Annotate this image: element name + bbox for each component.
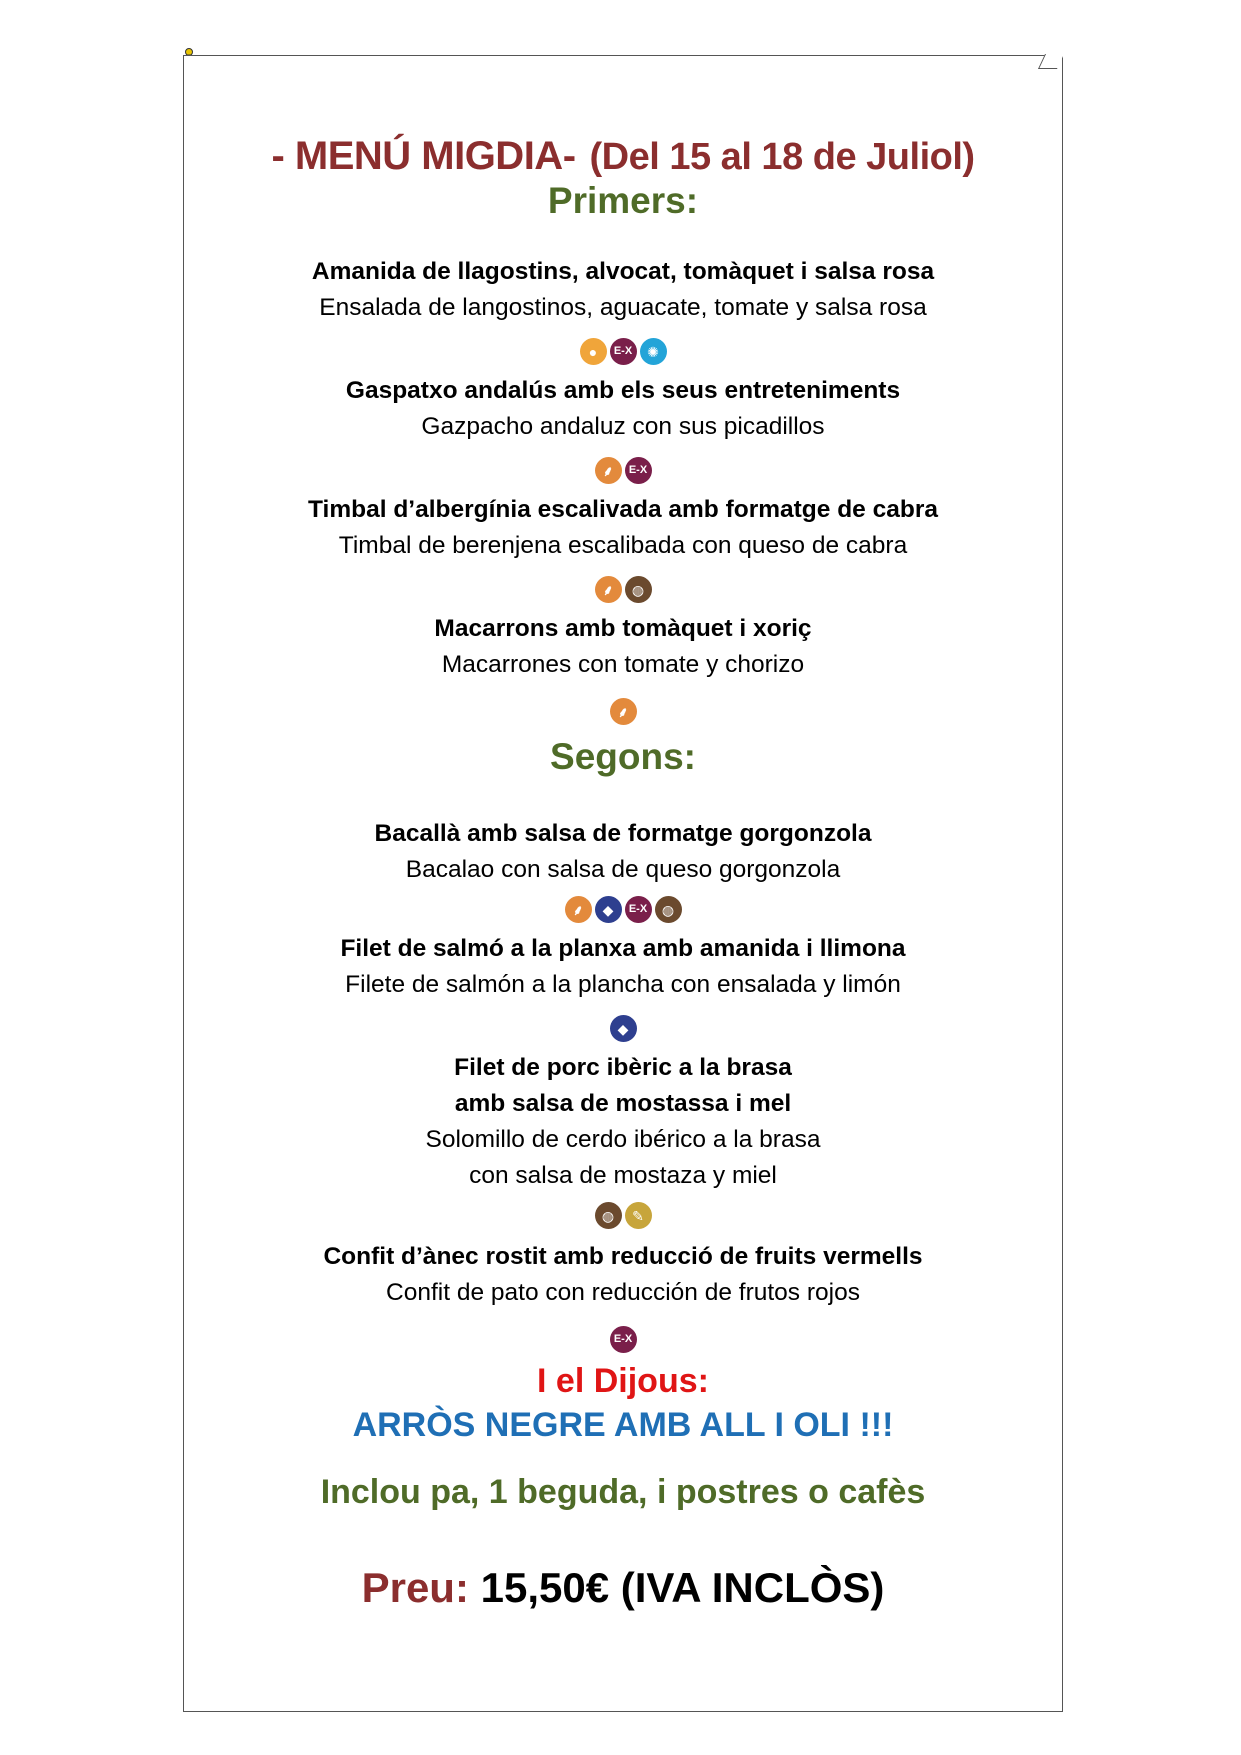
menu-title: [184, 134, 1062, 179]
dish-name-ca: Timbal d’albergínia escalivada amb formatge de cabra: [308, 496, 938, 523]
mustard-icon: ✎: [625, 1202, 652, 1229]
dish-item: [184, 1239, 1062, 1311]
dish-name-es: Ensalada de langostinos, aguacate, tomate y salsa rosa: [319, 294, 927, 321]
egg-icon: ●: [580, 338, 607, 365]
milk-icon: ◍: [625, 576, 652, 603]
dish-item: [184, 611, 1062, 683]
dish-item: [184, 816, 1062, 888]
dish-item: [184, 373, 1062, 445]
dish-name-ca: Filet de salmó a la planxa amb amanida i llimona: [340, 935, 906, 962]
milk-icon: ◍: [595, 1202, 622, 1229]
dish-name-ca: Amanida de llagostins, alvocat, tomàquet i salsa rosa: [311, 258, 935, 285]
allergen-icons: [184, 896, 1062, 923]
dish-name-es: Confit de pato con reducción de frutos rojos: [386, 1279, 860, 1306]
fish-icon: ◆: [595, 896, 622, 923]
allergen-icons: [184, 698, 1062, 725]
allergen-icons: [184, 457, 1062, 484]
menu-dates: (Del 15 al 18 de Juliol): [589, 136, 975, 178]
gluten-icon: ⸙: [595, 576, 622, 603]
milk-icon: ◍: [655, 896, 682, 923]
dish-item: [184, 492, 1062, 564]
dish-name-ca: Macarrons amb tomàquet i xoriç: [434, 615, 812, 642]
dish-item: [184, 1050, 1062, 1194]
dish-name-ca: Filet de porc ibèric a la brasa: [454, 1054, 792, 1081]
dish-name-es: Filete de salmón a la plancha con ensalada y limón: [345, 971, 901, 998]
menu-sheet: [183, 55, 1063, 1712]
gluten-icon: ⸙: [565, 896, 592, 923]
dish-item: [184, 254, 1062, 326]
second-courses-heading: Segons:: [550, 736, 696, 777]
price-label: Preu:: [361, 1564, 469, 1611]
thursday-special: ARRÒS NEGRE AMB ALL I OLI !!!: [352, 1406, 894, 1444]
price: [184, 1564, 1062, 1612]
allergen-icons: [184, 1326, 1062, 1353]
allergen-icons: [184, 1015, 1062, 1042]
allergen-icons: [184, 1202, 1062, 1229]
allergen-icons: [184, 338, 1062, 365]
gluten-icon: ⸙: [610, 698, 637, 725]
thursday-label: I el Dijous:: [537, 1362, 709, 1400]
dish-name-ca: Confit d’ànec rostit amb reducció de fruits vermells: [323, 1243, 923, 1270]
page-corner-fold: [1038, 54, 1064, 69]
dish-name-ca: Bacallà amb salsa de formatge gorgonzola: [374, 820, 872, 847]
dish-name-es: Gazpacho andaluz con sus picadillos: [421, 413, 825, 440]
dish-name-ca: amb salsa de mostassa i mel: [454, 1090, 792, 1117]
fish-icon: ◆: [610, 1015, 637, 1042]
sulphites-icon: E-X: [625, 896, 652, 923]
dish-name-es: con salsa de mostaza y miel: [469, 1162, 777, 1189]
crustacean-icon: ✺: [640, 338, 667, 365]
sulphites-icon: E-X: [610, 1326, 637, 1353]
dish-name-es: Bacalao con salsa de queso gorgonzola: [405, 856, 841, 883]
menu-title-text: - MENÚ MIGDIA-: [271, 134, 576, 178]
dish-item: [184, 931, 1062, 1003]
gluten-icon: ⸙: [595, 457, 622, 484]
allergen-icons: [184, 576, 1062, 603]
dish-name-es: Macarrones con tomate y chorizo: [441, 651, 805, 678]
sulphites-icon: E-X: [625, 457, 652, 484]
dish-name-ca: Gaspatxo andalús amb els seus entreteniments: [345, 377, 901, 404]
first-courses-heading: Primers:: [547, 180, 699, 221]
includes-text: Inclou pa, 1 beguda, i postres o cafès: [320, 1473, 926, 1511]
dish-name-es: Solomillo de cerdo ibérico a la brasa: [425, 1126, 821, 1153]
sulphites-icon: E-X: [610, 338, 637, 365]
dish-name-es: Timbal de berenjena escalibada con queso de cabra: [338, 532, 908, 559]
price-value: 15,50€ (IVA INCLÒS): [480, 1564, 885, 1611]
